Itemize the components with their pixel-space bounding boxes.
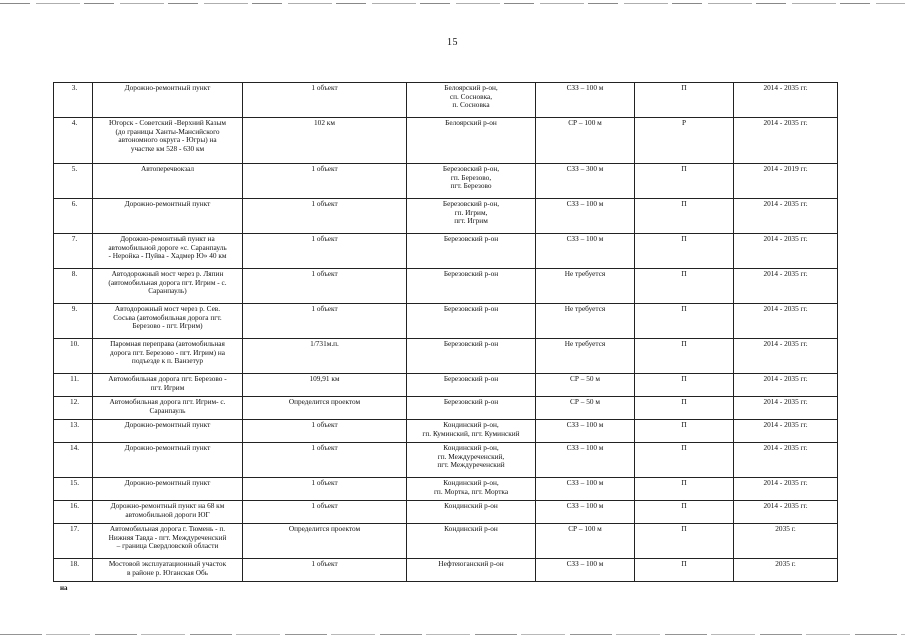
- sanitary-zone: СР – 100 м: [536, 118, 635, 164]
- table-row: [54, 478, 838, 501]
- implementation-period: 2014 - 2035 гг.: [734, 420, 838, 443]
- object-size: 1 объект: [243, 443, 407, 478]
- table-row: [54, 304, 838, 339]
- object-name: Мостовой эксплуатационный участок в районе р. Юганская Обь: [93, 559, 243, 582]
- scan-edge-top: [0, 3, 905, 4]
- table-row: [54, 269, 838, 304]
- implementation-period: 2014 - 2035 гг.: [734, 478, 838, 501]
- object-status: П: [635, 83, 734, 118]
- object-size: Определится проектом: [243, 397, 407, 420]
- row-number: 6.: [54, 199, 93, 234]
- table-row: [54, 397, 838, 420]
- object-name: Югорск - Советский -Верхний Казым (до границы Ханты-Мансийского автономного округа - Югры) на участке км 528 - 630 км: [93, 118, 243, 164]
- object-location: Березовский р-он: [407, 339, 536, 374]
- object-location: Березовский р-он, гп. Игрим, пгт. Игрим: [407, 199, 536, 234]
- sanitary-zone: Не требуется: [536, 269, 635, 304]
- table-row: [54, 524, 838, 559]
- object-status: П: [635, 478, 734, 501]
- object-name: Дорожно-ремонтный пункт: [93, 443, 243, 478]
- object-status: П: [635, 420, 734, 443]
- implementation-period: 2035 г.: [734, 524, 838, 559]
- object-name: Дорожно-ремонтный пункт на автомобильной дороге «с. Саранпауль - Неройка - Пуйва - Хадмер Ю» 40 км: [93, 234, 243, 269]
- object-size: 1 объект: [243, 478, 407, 501]
- object-location: Березовский р-он: [407, 234, 536, 269]
- implementation-period: 2014 - 2019 гг.: [734, 164, 838, 199]
- object-name: Автоперечвокзал: [93, 164, 243, 199]
- object-location: Кондинский р-он: [407, 524, 536, 559]
- table-row: [54, 234, 838, 269]
- row-number: 10.: [54, 339, 93, 374]
- row-number: 3.: [54, 83, 93, 118]
- sanitary-zone: СЗЗ – 100 м: [536, 559, 635, 582]
- object-name: Дорожно-ремонтный пункт: [93, 478, 243, 501]
- object-size: 109,91 км: [243, 374, 407, 397]
- object-location: Березовский р-он: [407, 397, 536, 420]
- table-row: [54, 420, 838, 443]
- object-name: Дорожно-ремонтный пункт: [93, 420, 243, 443]
- object-status: П: [635, 269, 734, 304]
- row-number: 8.: [54, 269, 93, 304]
- sanitary-zone: СР – 50 м: [536, 374, 635, 397]
- object-status: П: [635, 501, 734, 524]
- object-size: 1 объект: [243, 501, 407, 524]
- table-row: [54, 118, 838, 164]
- row-number: 11.: [54, 374, 93, 397]
- row-number: 14.: [54, 443, 93, 478]
- implementation-period: 2014 - 2035 гг.: [734, 304, 838, 339]
- object-size: 1 объект: [243, 164, 407, 199]
- sanitary-zone: СЗЗ – 100 м: [536, 234, 635, 269]
- object-status: Р: [635, 118, 734, 164]
- object-location: Березовский р-он: [407, 374, 536, 397]
- sanitary-zone: СР – 50 м: [536, 397, 635, 420]
- implementation-period: 2014 - 2035 гг.: [734, 501, 838, 524]
- object-name: Автомобильная дорога г. Тюмень - п. Нижняя Тавда - пгт. Междуреченский – граница Свердловской области: [93, 524, 243, 559]
- object-status: П: [635, 339, 734, 374]
- object-size: 1 объект: [243, 304, 407, 339]
- scan-edge-bottom: [0, 634, 905, 635]
- implementation-period: 2014 - 2035 гг.: [734, 374, 838, 397]
- object-location: Березовский р-он, гп. Березово, пгт. Березово: [407, 164, 536, 199]
- implementation-period: 2014 - 2035 гг.: [734, 269, 838, 304]
- row-number: 18.: [54, 559, 93, 582]
- object-location: Кондинский р-он, гп. Куминский, пгт. Куминский: [407, 420, 536, 443]
- implementation-period: 2014 - 2035 гг.: [734, 234, 838, 269]
- object-size: 1/731м.п.: [243, 339, 407, 374]
- object-size: 1 объект: [243, 559, 407, 582]
- object-location: Кондинский р-он, гп. Мортка, пгт. Мортка: [407, 478, 536, 501]
- object-size: 1 объект: [243, 83, 407, 118]
- object-location: Березовский р-он: [407, 269, 536, 304]
- object-location: Кондинский р-он, гп. Междуреченский, пгт. Междуреченский: [407, 443, 536, 478]
- table-row: [54, 339, 838, 374]
- object-name: Автомобильная дорога пгт. Березово - пгт. Игрим: [93, 374, 243, 397]
- object-location: Кондинский р-он: [407, 501, 536, 524]
- implementation-period: 2014 - 2035 гг.: [734, 83, 838, 118]
- object-status: П: [635, 559, 734, 582]
- object-name: Дорожно-ремонтный пункт: [93, 83, 243, 118]
- sanitary-zone: СЗЗ – 100 м: [536, 420, 635, 443]
- row-number: 15.: [54, 478, 93, 501]
- table-row: [54, 199, 838, 234]
- row-number: 9.: [54, 304, 93, 339]
- object-name: Автомобильная дорога пгт. Игрим- с. Саранпауль: [93, 397, 243, 420]
- table-row: [54, 559, 838, 582]
- object-location: Белоярский р-он: [407, 118, 536, 164]
- sanitary-zone: СЗЗ – 100 м: [536, 501, 635, 524]
- row-number: 12.: [54, 397, 93, 420]
- row-number: 7.: [54, 234, 93, 269]
- sanitary-zone: СЗЗ – 100 м: [536, 83, 635, 118]
- object-size: 1 объект: [243, 420, 407, 443]
- object-name: Автодорожный мост через р. Ляпин (автомобильная дорога пгт. Игрим - с. Саранпауль): [93, 269, 243, 304]
- object-status: П: [635, 443, 734, 478]
- sanitary-zone: СР – 100 м: [536, 524, 635, 559]
- implementation-period: 2014 - 2035 гг.: [734, 397, 838, 420]
- object-status: П: [635, 304, 734, 339]
- table-row: [54, 443, 838, 478]
- footer-mark: на: [60, 584, 68, 592]
- table-row: [54, 374, 838, 397]
- objects-table: [53, 82, 838, 582]
- row-number: 16.: [54, 501, 93, 524]
- object-status: П: [635, 234, 734, 269]
- object-location: Березовский р-он: [407, 304, 536, 339]
- sanitary-zone: Не требуется: [536, 304, 635, 339]
- object-location: Белоярский р-он, сп. Сосновка, п. Сосновка: [407, 83, 536, 118]
- table-row: [54, 164, 838, 199]
- object-status: П: [635, 199, 734, 234]
- object-status: П: [635, 374, 734, 397]
- object-status: П: [635, 524, 734, 559]
- sanitary-zone: Не требуется: [536, 339, 635, 374]
- object-size: 1 объект: [243, 199, 407, 234]
- implementation-period: 2014 - 2035 гг.: [734, 118, 838, 164]
- object-name: Паромная переправа (автомобильная дорога пгт. Березово - пгт. Игрим) на подъезде к п. Ванзетур: [93, 339, 243, 374]
- object-name: Дорожно-ремонтный пункт на 68 км автомобильной дороги ЮГ: [93, 501, 243, 524]
- implementation-period: 2014 - 2035 гг.: [734, 199, 838, 234]
- object-status: П: [635, 164, 734, 199]
- sanitary-zone: СЗЗ – 100 м: [536, 443, 635, 478]
- object-status: П: [635, 397, 734, 420]
- object-size: 102 км: [243, 118, 407, 164]
- object-size: 1 объект: [243, 234, 407, 269]
- table-row: [54, 83, 838, 118]
- implementation-period: 2014 - 2035 гг.: [734, 339, 838, 374]
- page-number: 15: [447, 37, 458, 48]
- sanitary-zone: СЗЗ – 100 м: [536, 478, 635, 501]
- table-body: [54, 83, 838, 582]
- row-number: 17.: [54, 524, 93, 559]
- table-row: [54, 501, 838, 524]
- sanitary-zone: СЗЗ – 300 м: [536, 164, 635, 199]
- implementation-period: 2014 - 2035 гг.: [734, 443, 838, 478]
- object-name: Автодорожный мост через р. Сев. Сосьва (автомобильная дорога пгт. Березово - пгт. Игрим): [93, 304, 243, 339]
- row-number: 13.: [54, 420, 93, 443]
- object-size: 1 объект: [243, 269, 407, 304]
- row-number: 5.: [54, 164, 93, 199]
- object-location: Нефтеюганский р-он: [407, 559, 536, 582]
- object-name: Дорожно-ремонтный пункт: [93, 199, 243, 234]
- sanitary-zone: СЗЗ – 100 м: [536, 199, 635, 234]
- row-number: 4.: [54, 118, 93, 164]
- implementation-period: 2035 г.: [734, 559, 838, 582]
- object-size: Определится проектом: [243, 524, 407, 559]
